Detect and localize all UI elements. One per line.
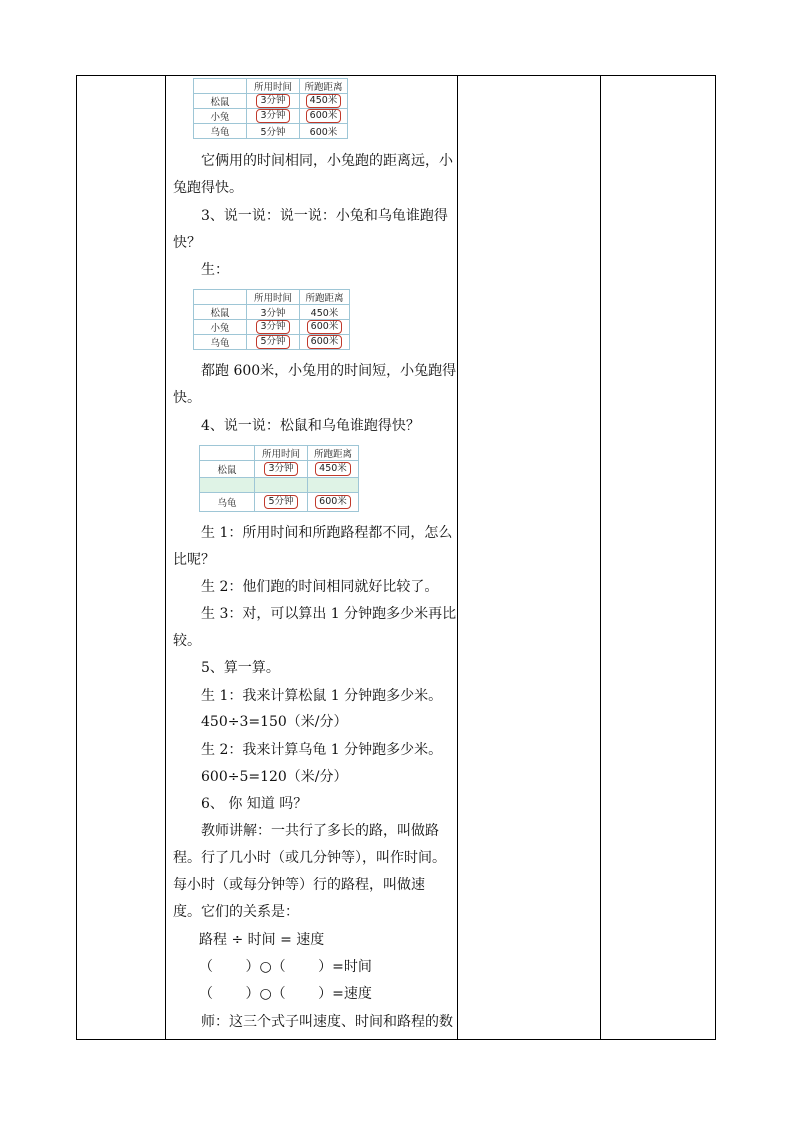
column-divider bbox=[457, 76, 458, 1039]
relation-formula: 路程 ÷ 时间 = 速度 bbox=[199, 932, 325, 948]
paragraph: 生： bbox=[201, 262, 229, 278]
highlight-box: 450米 bbox=[306, 94, 342, 108]
table-cell: 乌龟 bbox=[194, 124, 247, 139]
paragraph: 生 2：他们跑的时间相同就好比较了。 bbox=[201, 579, 439, 595]
table-cell bbox=[247, 94, 300, 109]
paragraph: 快？ bbox=[173, 235, 201, 251]
table-cell bbox=[255, 461, 308, 478]
table-header-cell: 所用时间 bbox=[255, 446, 308, 461]
paragraph: 度。它们的关系是： bbox=[173, 904, 299, 920]
paragraph: 4、说一说：松鼠和乌龟谁跑得快？ bbox=[201, 418, 420, 434]
table-header-cell: 所用时间 bbox=[247, 79, 300, 94]
paragraph: 生 2：我来计算乌龟 1 分钟跑多少米。 bbox=[201, 742, 443, 758]
paragraph: 生 1：我来计算松鼠 1 分钟跑多少米。 bbox=[201, 688, 443, 704]
table-header-cell: 所用时间 bbox=[247, 290, 300, 305]
table-header-row bbox=[200, 446, 359, 461]
table-cell: 松鼠 bbox=[194, 94, 247, 109]
paragraph: 它俩用的时间相同，小兔跑的距离远，小 bbox=[201, 153, 453, 169]
data-table-1 bbox=[193, 78, 348, 139]
highlight-box: 600米 bbox=[315, 495, 351, 509]
table-row bbox=[194, 94, 348, 109]
table-cell: 松鼠 bbox=[200, 461, 255, 478]
paragraph: 3、说一说：说一说：小兔和乌龟谁跑得 bbox=[201, 208, 448, 224]
table-header-cell bbox=[200, 446, 255, 461]
table-header-cell: 所跑距离 bbox=[300, 79, 348, 94]
table-row bbox=[194, 335, 350, 350]
paragraph: 比呢？ bbox=[173, 552, 215, 568]
table-cell bbox=[300, 109, 348, 124]
highlight-box: 3分钟 bbox=[256, 109, 289, 123]
paragraph: 6、 你 知道 吗？ bbox=[201, 796, 308, 812]
paragraph: 每小时（或每分钟等）行的路程，叫做速 bbox=[173, 877, 425, 893]
highlight-box: 3分钟 bbox=[264, 462, 297, 476]
table-cell bbox=[300, 335, 350, 350]
table-cell: 松鼠 bbox=[194, 305, 247, 320]
formula: 600÷5=120（米/分） bbox=[201, 769, 348, 785]
table-row bbox=[194, 320, 350, 335]
table-row bbox=[200, 493, 359, 512]
table-header-cell: 所跑距离 bbox=[300, 290, 350, 305]
table-cell bbox=[308, 461, 359, 478]
table-cell bbox=[247, 335, 300, 350]
table-cell bbox=[300, 94, 348, 109]
paragraph: 生 3：对，可以算出 1 分钟跑多少米再比 bbox=[201, 606, 457, 622]
highlight-box: 600米 bbox=[307, 335, 343, 349]
table-header-cell bbox=[194, 79, 247, 94]
data-table-3 bbox=[199, 445, 359, 512]
highlight-box: 3分钟 bbox=[256, 94, 289, 108]
table-cell: 600米 bbox=[300, 124, 348, 139]
column-divider bbox=[600, 76, 601, 1039]
table-header-cell: 所跑距离 bbox=[308, 446, 359, 461]
table-header-cell bbox=[194, 290, 247, 305]
table-cell bbox=[247, 320, 300, 335]
highlight-box: 600米 bbox=[306, 109, 342, 123]
table-cell: 450米 bbox=[300, 305, 350, 320]
highlight-box: 5分钟 bbox=[264, 495, 297, 509]
table-cell bbox=[200, 478, 255, 493]
highlight-box: 5分钟 bbox=[256, 335, 289, 349]
highlight-box: 3分钟 bbox=[256, 320, 289, 334]
table-cell bbox=[308, 478, 359, 493]
table-row bbox=[200, 461, 359, 478]
table-cell bbox=[255, 478, 308, 493]
table-row bbox=[194, 124, 348, 139]
paragraph: 5、算一算。 bbox=[201, 660, 280, 676]
table-header-row bbox=[194, 290, 350, 305]
table-cell: 小兔 bbox=[194, 109, 247, 124]
table-cell: 5分钟 bbox=[247, 124, 300, 139]
table-cell bbox=[255, 493, 308, 512]
formula: 450÷3=150（米/分） bbox=[201, 714, 348, 730]
paragraph: 教师讲解：一共行了多长的路，叫做路 bbox=[201, 823, 439, 839]
table-cell: 乌龟 bbox=[194, 335, 247, 350]
table-cell: 小兔 bbox=[194, 320, 247, 335]
table-row bbox=[194, 109, 348, 124]
fill-in-formula: （ ）○（ ）=时间 bbox=[199, 959, 372, 975]
fill-in-formula: （ ）○（ ）=速度 bbox=[199, 986, 372, 1002]
table-cell: 3分钟 bbox=[247, 305, 300, 320]
paragraph: 较。 bbox=[173, 633, 201, 649]
table-cell bbox=[247, 109, 300, 124]
table-header-row bbox=[194, 79, 348, 94]
highlight-box: 450米 bbox=[315, 462, 351, 476]
lesson-content-column bbox=[165, 75, 457, 1040]
paragraph: 生 1：所用时间和所跑路程都不同，怎么 bbox=[201, 525, 453, 541]
paragraph: 都跑 600米，小兔用的时间短，小兔跑得 bbox=[201, 363, 457, 379]
table-cell bbox=[308, 493, 359, 512]
highlight-box: 600米 bbox=[307, 320, 343, 334]
data-table-2 bbox=[193, 289, 350, 350]
table-cell bbox=[300, 320, 350, 335]
table-cell: 乌龟 bbox=[200, 493, 255, 512]
table-row bbox=[200, 478, 359, 493]
paragraph: 师：这三个式子叫速度、时间和路程的数 bbox=[201, 1014, 453, 1030]
paragraph: 兔跑得快。 bbox=[173, 180, 243, 196]
table-row bbox=[194, 305, 350, 320]
paragraph: 程。行了几小时（或几分钟等），叫作时间。 bbox=[173, 850, 446, 866]
paragraph: 快。 bbox=[173, 390, 201, 406]
